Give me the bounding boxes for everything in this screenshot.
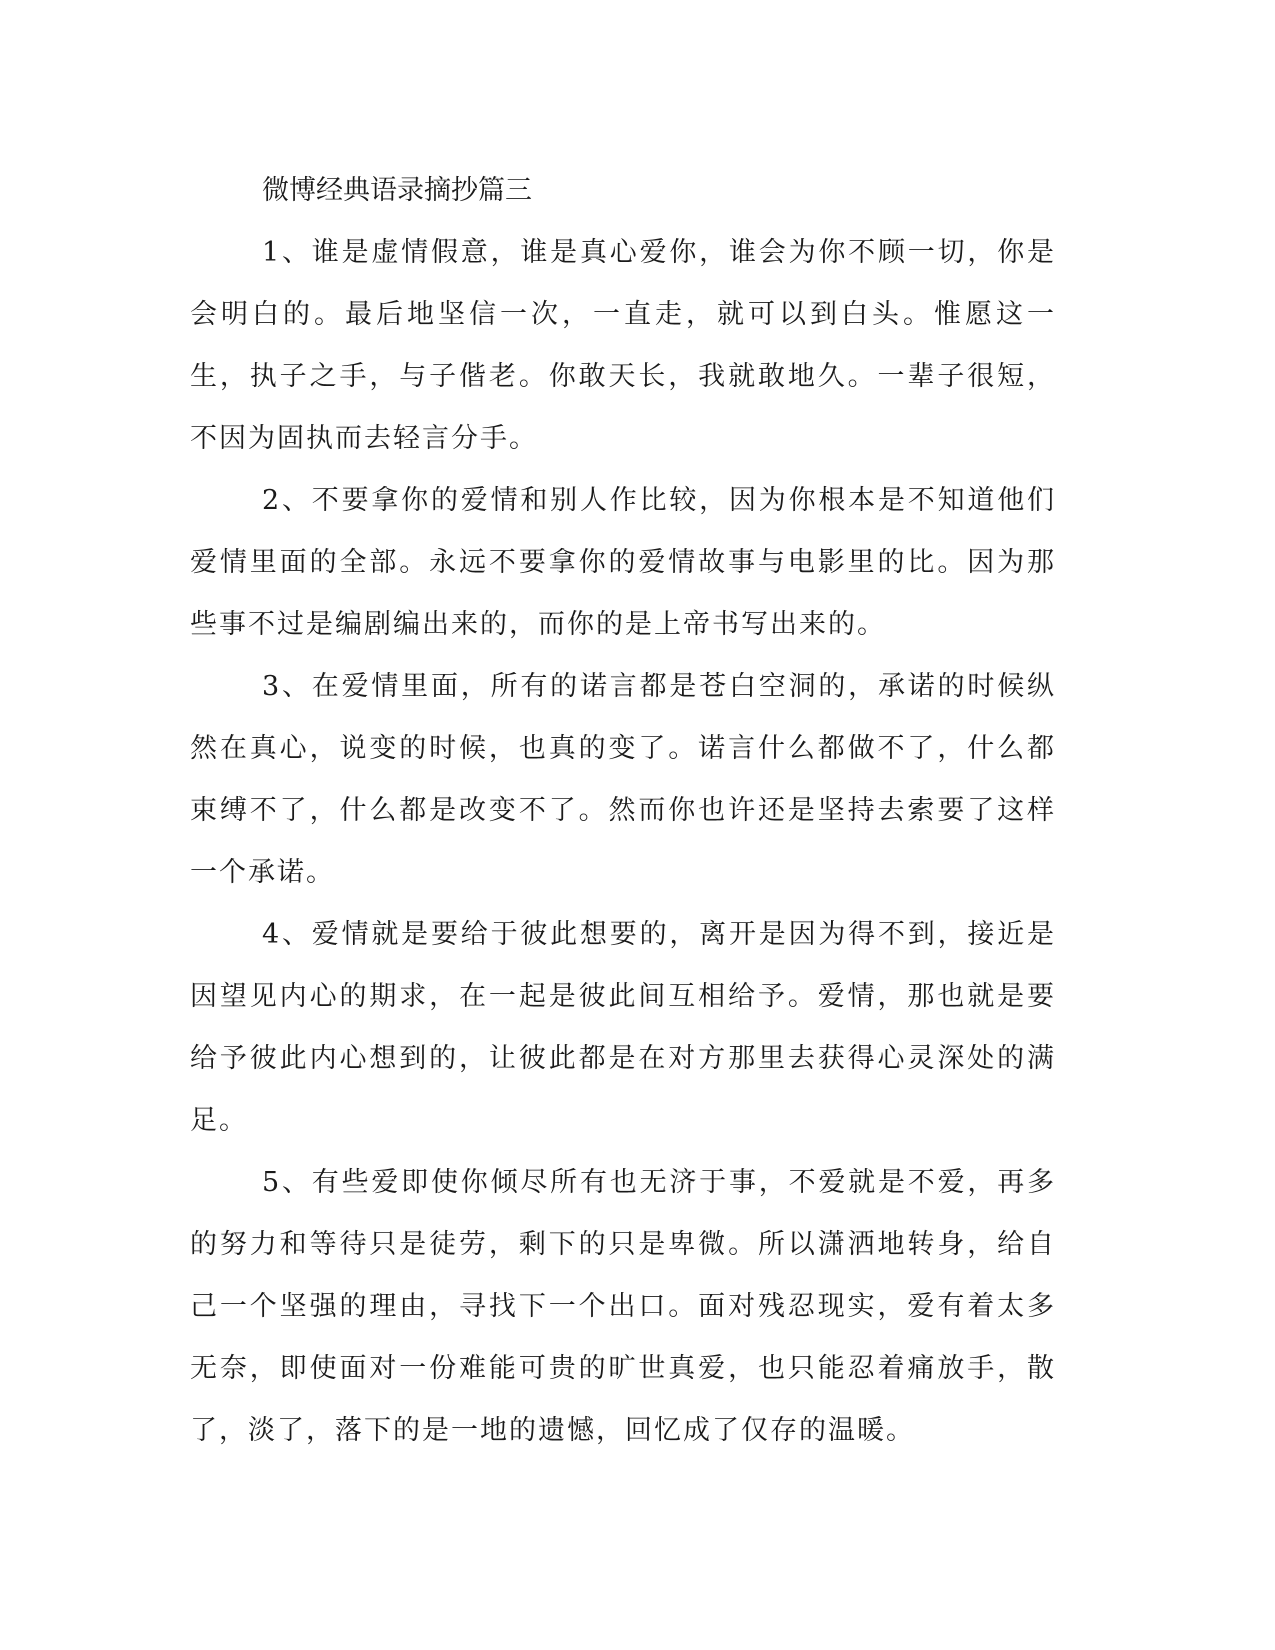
paragraph-1: 1、谁是虚情假意，谁是真心爱你，谁会为你不顾一切，你是会明白的。最后地坚信一次，一直走，就可以到白头。惟愿这一生，执子之手，与子偕老。你敢天长，我就敢地久。一辈子很短，不因为固执而去轻言分手。 — [190, 237, 1056, 454]
paragraph-5: 5、有些爱即使你倾尽所有也无济于事，不爱就是不爱，再多的努力和等待只是徒劳，剩下的只是卑微。所以潇洒地转身，给自己一个坚强的理由，寻找下一个出口。面对残忍现实，爱有着太多无奈，即使面对一份难能可贵的旷世真爱，也只能忍着痛放手，散了，淡了，落下的是一地的遗憾，回忆成了仅存的温暖。 — [190, 1167, 1056, 1446]
paragraph-2: 2、不要拿你的爱情和别人作比较，因为你根本是不知道他们爱情里面的全部。永远不要拿你的爱情故事与电影里的比。因为那些事不过是编剧编出来的，而你的是上帝书写出来的。 — [190, 485, 1056, 640]
document-body — [190, 160, 1056, 1462]
paragraph-4: 4、爱情就是要给于彼此想要的，离开是因为得不到，接近是因望见内心的期求，在一起是彼此间互相给予。爱情，那也就是要给予彼此内心想到的，让彼此都是在对方那里去获得心灵深处的满足。 — [190, 919, 1056, 1136]
document-title: 微博经典语录摘抄篇三 — [262, 175, 532, 206]
paragraph-3: 3、在爱情里面，所有的诺言都是苍白空洞的，承诺的时候纵然在真心，说变的时候，也真的变了。诺言什么都做不了，什么都束缚不了，什么都是改变不了。然而你也许还是坚持去索要了这样一个承诺。 — [190, 671, 1056, 888]
